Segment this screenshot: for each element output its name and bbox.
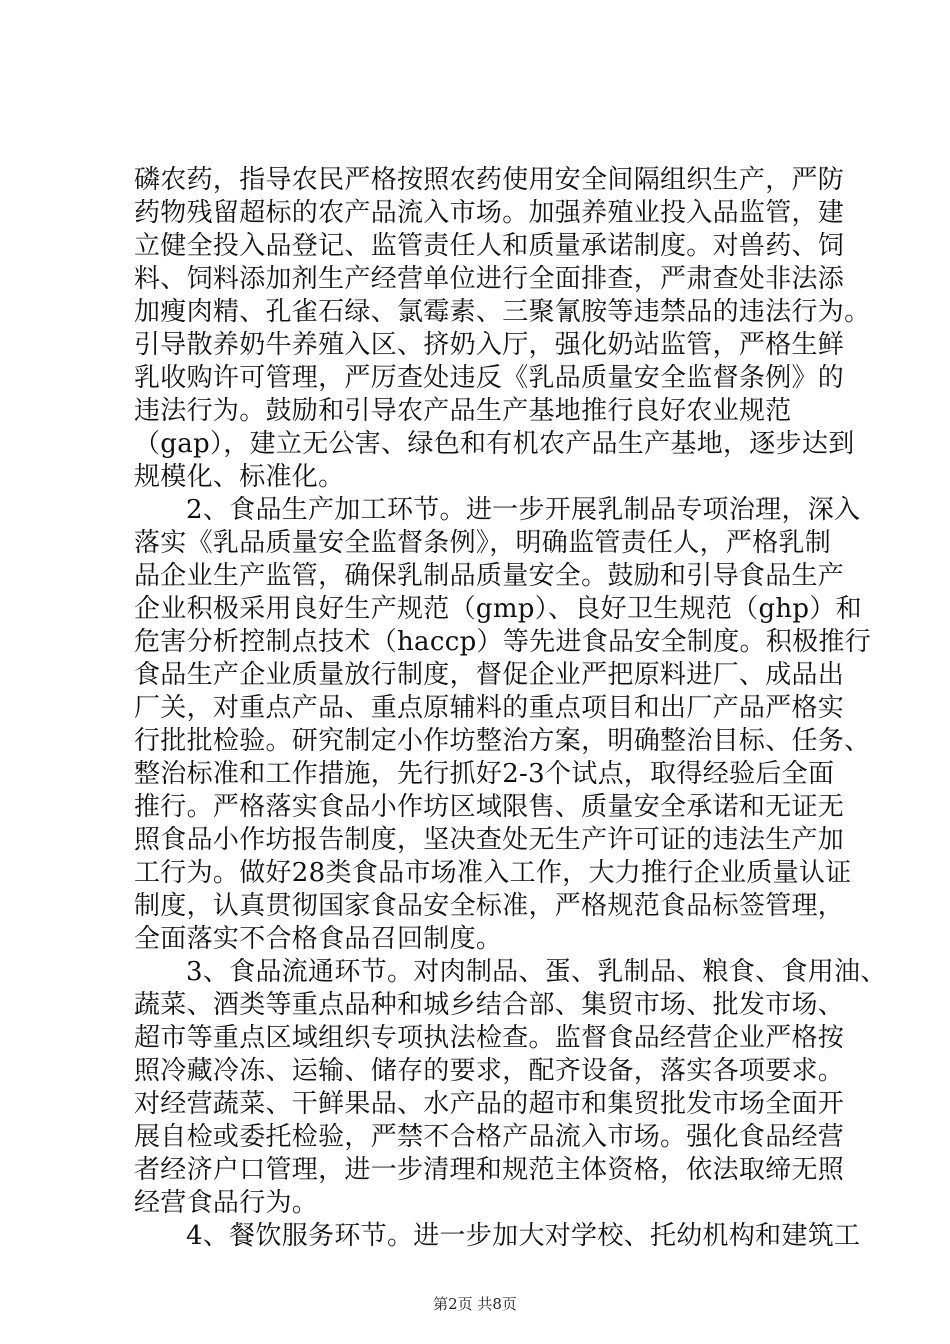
text-line: 规模化、标准化。	[134, 462, 345, 492]
text-line: 蔬菜、酒类等重点品种和城乡结合部、集贸市场、批发市场、	[134, 990, 845, 1020]
text-line: 料、饲料添加剂生产经营单位进行全面排查，严肃查处非法添	[134, 264, 845, 294]
text-line: 制度，认真贯彻国家食品安全标准，严格规范食品标签管理，	[134, 891, 845, 921]
text-line: 企业积极采用良好生产规范（gmp）、良好卫生规范（ghp）和	[134, 594, 862, 624]
text-line: 展自检或委托检验，严禁不合格产品流入市场。强化食品经营	[134, 1122, 845, 1152]
text-line: 者经济户口管理，进一步清理和规范主体资格，依法取缔无照	[134, 1155, 845, 1185]
text-line: 品企业生产监管，确保乳制品质量安全。鼓励和引导食品生产	[134, 561, 845, 591]
text-line: 厂关，对重点产品、重点原辅料的重点项目和出厂产品严格实	[134, 693, 845, 723]
text-line: 危害分析控制点技术（haccp）等先进食品安全制度。积极推行	[134, 627, 872, 657]
text-line: （gap），建立无公害、绿色和有机农产品生产基地，逐步达到	[134, 429, 855, 459]
text-line: 照食品小作坊报告制度，坚决查处无生产许可证的违法生产加	[134, 825, 845, 855]
text-line: 立健全投入品登记、监管责任人和质量承诺制度。对兽药、饲	[134, 231, 845, 261]
text-line: 整治标准和工作措施，先行抓好2-3个试点，取得经验后全面	[134, 759, 835, 789]
text-line: 推行。严格落实食品小作坊区域限售、质量安全承诺和无证无	[134, 792, 845, 822]
text-line: 加瘦肉精、孔雀石绿、氯霉素、三聚氰胺等违禁品的违法行为。	[134, 297, 871, 327]
text-line: 经营食品行为。	[134, 1188, 319, 1218]
text-line: 落实《乳品质量安全监督条例》，明确监管责任人，严格乳制	[134, 528, 832, 558]
text-line: 行批批检验。研究制定小作坊整治方案，明确整治目标、任务、	[134, 726, 871, 756]
text-line: 超市等重点区域组织专项执法检查。监督食品经营企业严格按	[134, 1023, 845, 1053]
text-line: 食品生产企业质量放行制度，督促企业严把原料进厂、成品出	[134, 660, 845, 690]
text-line: 药物残留超标的农产品流入市场。加强养殖业投入品监管，建	[134, 198, 845, 228]
paragraph-heading-3: 3、食品流通环节。对肉制品、蛋、乳制品、粮食、食用油、	[186, 957, 887, 987]
page-footer	[0, 1294, 950, 1314]
text-line: 工行为。做好28类食品市场准入工作，大力推行企业质量认证	[134, 858, 852, 888]
text-line: 磷农药，指导农民严格按照农药使用安全间隔组织生产，严防	[134, 165, 845, 195]
text-line: 引导散养奶牛养殖入区、挤奶入厅，强化奶站监管，严格生鲜	[134, 330, 845, 360]
paragraph-heading-2: 2、食品生产加工环节。进一步开展乳制品专项治理，深入	[186, 495, 861, 525]
text-line: 违法行为。鼓励和引导农产品生产基地推行良好农业规范	[134, 396, 792, 426]
page-indicator: 第2页 共8页	[433, 1295, 517, 1313]
text-line: 乳收购许可管理，严厉查处违反《乳品质量安全监督条例》的	[134, 363, 845, 393]
text-line: 对经营蔬菜、干鲜果品、水产品的超市和集贸批发市场全面开	[134, 1089, 845, 1119]
text-line: 照冷藏冷冻、运输、储存的要求，配齐设备，落实各项要求。	[134, 1056, 845, 1086]
text-line: 全面落实不合格食品召回制度。	[134, 924, 503, 954]
paragraph-heading-4: 4、餐饮服务环节。进一步加大对学校、托幼机构和建筑工	[186, 1221, 861, 1251]
